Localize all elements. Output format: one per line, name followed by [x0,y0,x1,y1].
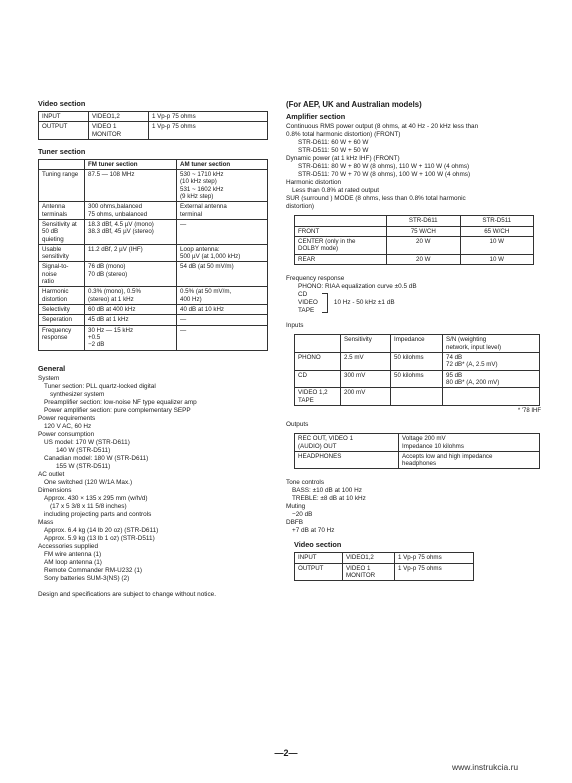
general-line: 140 W (STR-D511) [56,447,111,455]
tuner-cell: Seperation [39,315,85,325]
inputs-cell: CD [295,370,341,388]
tuner-cell: 76 dB (mono) 70 dB (stereo) [85,262,177,287]
tuner-cell: 30 Hz — 15 kHz +0.5 −2 dB [85,325,177,350]
general-line: Approx. 430 × 135 x 295 mm (w/h/d) [44,495,148,503]
tone-line: Tone controls [286,479,325,487]
inputs-cell: 2.5 mV [341,353,391,371]
amp-line: Dynamic power (at 1 kHz IHF) (FRONT) [286,155,400,163]
tone-line: BASS: ±10 dB at 100 Hz [292,487,362,495]
tuner-cell: Loop antenna: 500 µV (at 1,000 kHz) [177,244,268,262]
video-cell: VIDEO 1 MONITOR [89,122,149,140]
inputs-cell: 300 mV [341,370,391,388]
inputs-header: S/N (weighting network, input level) [443,335,540,353]
general-line: Dimensions [38,487,72,495]
video-right-cell: VIDEO 1 MONITOR [343,563,395,581]
tuner-cell: 87.5 — 108 MHz [85,170,177,202]
general-line: 120 V AC, 60 Hz [44,423,92,431]
general-line: Preamplifier section: low-noise NF type equalizer amp [44,399,197,407]
tone-list [286,479,541,535]
tuner-cell: Tuning range [39,170,85,202]
video-cell: INPUT [39,111,89,121]
power-cell: 75 W/CH [387,226,461,236]
video-cell: 1 Vp-p 75 ohms [149,111,268,121]
inputs-row [295,353,540,371]
power-header: STR-D511 [460,216,534,226]
tone-line: DBFB [286,519,304,527]
amp-line: STR-D511: 70 W + 70 W (8 ohms), 100 W + 100 W (4 ohms) [298,171,471,179]
tuner-cell: Usable sensitivity [39,244,85,262]
tuner-cell: 54 dB (at 50 mV/m) [177,262,268,287]
amp-line: Less than 0.8% at rated output [292,187,380,195]
video-right-cell: 1 Vp-p 75 ohms [395,563,474,581]
general-line: AC outlet [38,471,65,479]
amp-line: STR-D511: 50 W + 50 W [298,147,369,155]
video-cell: VIDEO1,2 [89,111,149,121]
amp-line: Continuous RMS power output (8 ohms, at 40 Hz - 20 kHz less than [286,123,479,131]
tuner-row [39,262,268,287]
disclaimer: Design and specifications are subject to change without notice. [38,591,216,599]
video-table-right [294,552,474,581]
power-cell: 10 W [460,237,534,255]
video-section-title: Video section [38,99,86,108]
tuner-header: FM tuner section [85,159,177,169]
general-line: Canadian model: 180 W (STR-D611) [44,455,149,463]
tuner-cell: 0.3% (mono), 0.5% (stereo) at 1 kHz [85,287,177,305]
inputs-header-row [295,335,540,353]
tuner-cell: 45 dB at 1 kHz [85,315,177,325]
page-number: —2— [274,748,298,758]
power-cell: 20 W [387,237,461,255]
video-right-cell: VIDEO1,2 [343,553,395,563]
tuner-cell: Harmonic distortion [39,287,85,305]
tuner-cell: Sensitivity at 50 dB quieting [39,219,85,244]
general-line: Accessories supplied [38,543,99,551]
general-line: synthesizer system [50,391,105,399]
tuner-row [39,315,268,325]
outputs-cell: HEADPHONES [295,451,399,469]
ihf-note: * '78 IHF [517,407,541,414]
amp-line: 0.8% total harmonic distortion) (FRONT) [286,131,401,139]
watermark: www.instrukcia.ru [452,762,519,772]
power-row [295,237,534,255]
tuner-cell: 0.5% (at 50 mV/m, 400 Hz) [177,287,268,305]
video-right-row [295,563,474,581]
frequency-response-title: Frequency response [286,274,345,282]
video-right-cell: INPUT [295,553,343,563]
amp-line: STR-D611: 80 W + 80 W (8 ohms), 110 W + 110 W (4 ohms) [298,163,470,171]
inputs-row [295,370,540,388]
video-right-cell: OUTPUT [295,563,343,581]
tuner-cell: 530 ~ 1710 kHz (10 kHz step) 531 ~ 1602 kHz (9 kHz step) [177,170,268,202]
tuner-header-row [39,159,268,169]
tuner-row [39,325,268,350]
inputs-cell: 50 kilohms [391,353,443,371]
amp-line: SUR (surround ) MODE (8 ohms, less than 0.8% total harmonic [286,195,466,203]
tuner-cell: 40 dB at 10 kHz [177,305,268,315]
power-cell: 10 W [460,254,534,264]
video-cell: 1 Vp-p 75 ohms [149,122,268,140]
inputs-cell: 200 mV [341,388,391,406]
general-line: Power requirements [38,415,96,423]
tuner-row [39,287,268,305]
tuner-header: AM tuner section [177,159,268,169]
inputs-cell: 95 dB 80 dB* (A, 200 mV) [443,370,540,388]
amp-line: Harmonic distortion [286,179,342,187]
tuner-row [39,244,268,262]
power-cell: REAR [295,254,387,264]
phono-response: PHONO: RIAA equalization curve ±0.5 dB [298,282,417,290]
frequency-source: TAPE [298,306,315,314]
power-header-row [295,216,534,226]
general-line: Mass [38,519,54,527]
bracket-icon [322,293,328,313]
amplifier-list [286,123,541,211]
video-row [39,122,268,140]
video-right-cell: 1 Vp-p 75 ohms [395,553,474,563]
inputs-table [294,334,540,406]
video-right-row [295,553,474,563]
general-line: FM wire antenna (1) [44,551,102,559]
power-row [295,226,534,236]
tuner-cell: — [177,315,268,325]
video-section-title-right: Video section [294,540,342,550]
amp-line: STR-D611: 60 W + 60 W [298,139,369,147]
power-cell: 65 W/CH [460,226,534,236]
inputs-cell: PHONO [295,353,341,371]
tuner-cell: — [177,219,268,244]
tuner-cell: Selectivity [39,305,85,315]
general-line: Tuner section: PLL quartz-locked digital [44,383,156,391]
frequency-value: 10 Hz - 50 kHz ±1 dB [333,298,395,306]
outputs-cell: Voltage 200 mV Impedance 10 kilohms [399,434,540,452]
inputs-header: Sensitivity [341,335,391,353]
power-header [295,216,387,226]
inputs-header [295,335,341,353]
general-line: System [38,375,60,383]
frequency-source: VIDEO [298,298,318,306]
general-line: Power amplifier section: pure complementary SEPP [44,407,191,415]
outputs-table [294,433,540,469]
video-table-left [38,111,268,140]
general-line: Approx. 6.4 kg (14 lb 20 oz) (STR-D611) [44,527,159,535]
general-section-title: General [38,363,66,373]
tone-line: +7 dB at 70 Hz [292,527,335,535]
outputs-row [295,434,540,452]
tuner-cell: 300 ohms,balanced 75 ohms, unbalanced [85,202,177,220]
tuner-cell: 11.2 dBf, 2 µV (IHF) [85,244,177,262]
inputs-cell: 74 dB 72 dB* (A, 2.5 mV) [443,353,540,371]
tuner-header [39,159,85,169]
general-line: US model: 170 W (STR-D611) [44,439,130,447]
amp-line: distortion) [286,203,315,211]
outputs-cell: Accepts low and high impedance headphones [399,451,540,469]
general-line: (17 x 5 3/8 x 11 5/8 inches) [50,503,127,511]
power-header: STR-D611 [387,216,461,226]
outputs-title: Outputs [286,421,309,429]
outputs-cell: REC OUT, VIDEO 1 (AUDIO) OUT [295,434,399,452]
right-column [286,100,541,581]
inputs-title: Inputs [286,322,304,330]
inputs-cell [391,388,443,406]
power-cell: CENTER (only in the DOLBY mode) [295,237,387,255]
general-line: Sony batteries SUM-3(NS) (2) [44,575,130,583]
general-line: Approx. 5.9 kg (13 lb 1 oz) (STR-D511) [44,535,155,543]
tuner-cell: 60 dB at 400 kHz [85,305,177,315]
tone-line: −20 dB [292,511,313,519]
inputs-header: Impedance [391,335,443,353]
inputs-cell: 50 kilohms [391,370,443,388]
tuner-section-title: Tuner section [38,146,86,156]
frequency-sources [286,291,541,314]
tuner-cell: Signal-to-noise ratio [39,262,85,287]
tuner-row [39,219,268,244]
tuner-row [39,170,268,202]
video-cell: OUTPUT [39,122,89,140]
tuner-cell: 18.3 dBf, 4.5 µV (mono) 38.3 dBf, 45 µV (stereo) [85,219,177,244]
video-row [39,111,268,121]
tuner-row [39,202,268,220]
region-title: (For AEP, UK and Australian models) [286,100,422,109]
general-line: Power consumption [38,431,95,439]
power-cell: 20 W [387,254,461,264]
inputs-cell [443,388,540,406]
power-row [295,254,534,264]
tone-line: TREBLE: ±8 dB at 10 kHz [292,495,366,503]
frequency-source: CD [298,290,308,298]
general-list [38,375,268,583]
amplifier-section-title: Amplifier section [286,111,346,121]
tuner-cell: External antenna terminal [177,202,268,220]
general-line: One switched (120 W/1A Max.) [44,479,133,487]
outputs-row [295,451,540,469]
general-line: 155 W (STR-D511) [56,463,111,471]
tuner-cell: — [177,325,268,350]
tuner-row [39,305,268,315]
general-line: Remote Commander RM-U232 (1) [44,567,143,575]
tone-line: Muting [286,503,306,511]
surround-power-table [294,215,534,265]
general-line: AM loop antenna (1) [44,559,102,567]
general-line: including projecting parts and controls [44,511,152,519]
inputs-cell: VIDEO 1,2 TAPE [295,388,341,406]
inputs-row [295,388,540,406]
power-cell: FRONT [295,226,387,236]
left-column [38,100,268,599]
tuner-cell: Antenna terminals [39,202,85,220]
tuner-cell: Frequency response [39,325,85,350]
tuner-table [38,159,268,351]
